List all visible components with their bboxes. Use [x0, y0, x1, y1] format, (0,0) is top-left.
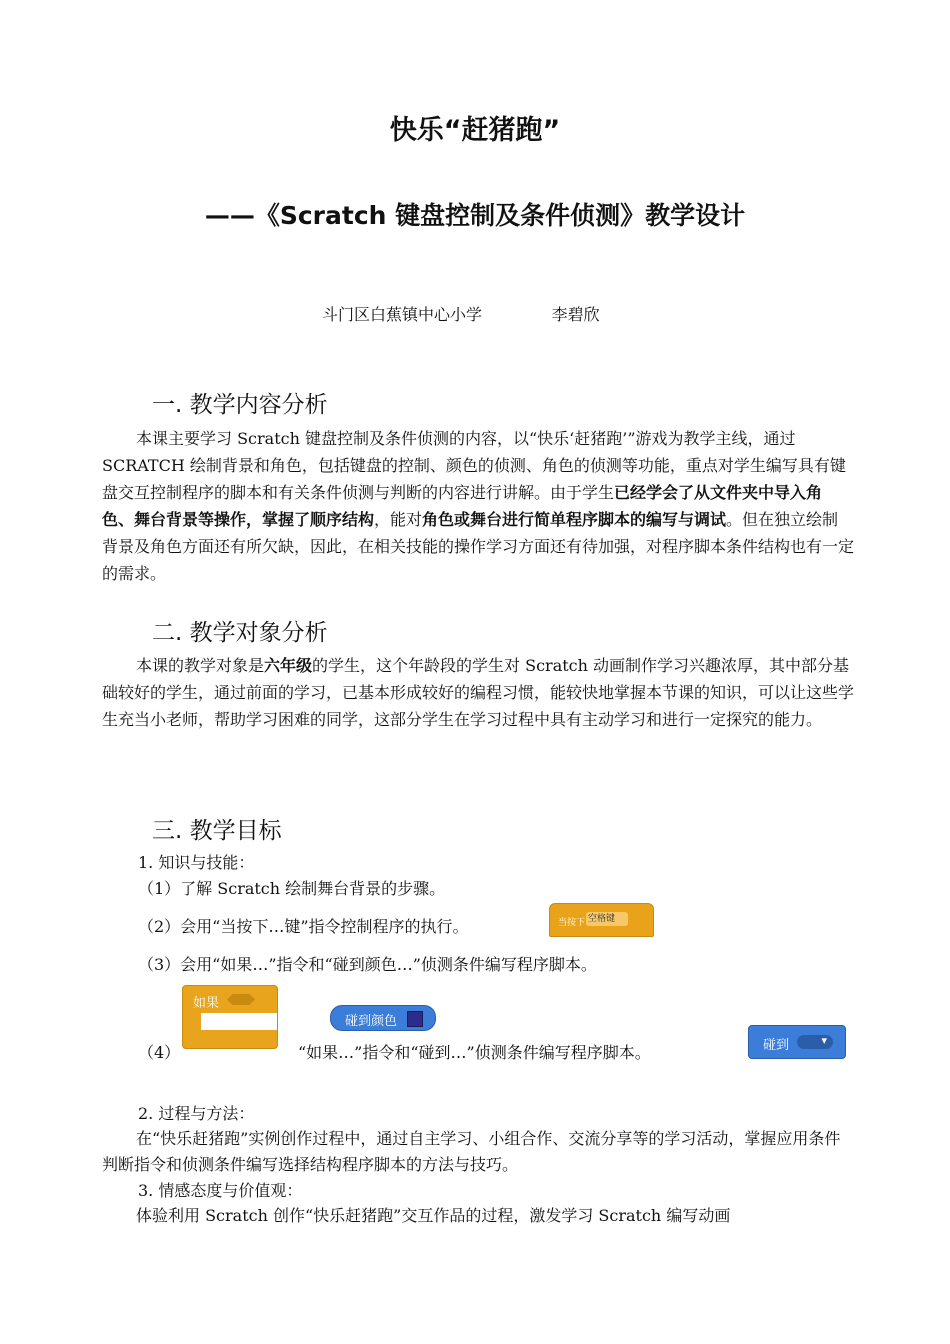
goal-item-4: “如果…”指令和“碰到…”侦测条件编写程序脚本。: [298, 1043, 651, 1062]
paragraph-text: 本课的教学对象是: [136, 656, 265, 675]
block-label: 如果: [193, 996, 220, 1011]
paragraph-bold: 角色或舞台进行简单程序脚本的编写与调试: [422, 510, 727, 529]
document-subtitle: ——《Scratch 键盘控制及条件侦测》教学设计: [204, 201, 746, 230]
author-name: 李碧欣: [551, 305, 600, 324]
goal-item-2: （2）会用“当按下…键”指令控制程序的执行。: [138, 917, 469, 936]
paragraph-attitude-values: [102, 1202, 854, 1229]
document-title: 快乐“赶猪跑”: [389, 115, 561, 146]
touching-color-block: [330, 1005, 436, 1031]
block-label: 当按下: [558, 918, 586, 928]
block-mouth: [201, 1013, 277, 1030]
section-heading-content-analysis: 一. 教学内容分析: [152, 392, 328, 418]
sprite-dropdown: [797, 1035, 833, 1049]
paragraph-bold: 六年级: [264, 656, 313, 675]
goal-item-3: （3）会用“如果…”指令和“碰到颜色…”侦测条件编写程序脚本。: [138, 955, 597, 974]
section-heading-audience-analysis: 二. 教学对象分析: [152, 620, 328, 646]
if-block: [182, 985, 278, 1049]
block-label: 碰到颜色: [345, 1014, 398, 1029]
paragraph-text: 的学生，这个年龄段的学生对 Scratch 动画制作学习兴趣浓厚，其中部分基础较好的学生，通过前面的学习，已基本形成较好的编程习惯，能较快地掌握本节课的知识，可以让这些学生充当小老师，帮助学习困难的同学，这部分学生在学习过程中具有主动学习和进行一定探究的能力。: [102, 656, 855, 729]
key-dropdown: 空格键: [586, 912, 628, 926]
section-heading-teaching-goals: 三. 教学目标: [152, 818, 282, 844]
knowledge-skills-title: 1. 知识与技能：: [138, 853, 255, 872]
condition-slot: [227, 994, 255, 1005]
paragraph-text: 在“快乐赶猪跑”实例创作过程中，通过自主学习、小组合作、交流分享等的学习活动，掌握应用条件判断指令和侦测条件编写选择结构程序脚本的方法与技巧。: [102, 1129, 841, 1174]
paragraph-text: 。但在独立绘制背景及角色方面还有所欠缺，因此，在相关技能的操作学习方面还有待加强，对程序脚本条件结构也有一定的需求。: [102, 510, 855, 583]
paragraph-process-method: [102, 1126, 854, 1178]
school-name: 斗门区白蕉镇中心小学: [322, 305, 483, 324]
paragraph-audience-analysis: [102, 652, 854, 733]
paragraph-text: 体验利用 Scratch 创作“快乐赶猪跑”交互作品的过程，激发学习 Scratch 编写动画: [136, 1206, 731, 1225]
paragraph-text: 本课主要学习 Scratch 键盘控制及条件侦测的内容，以“快乐‘赶猪跑’”游戏为教学主线，通过 SCRATCH 绘制背景和角色，包括键盘的控制、颜色的侦测、角色的侦测等功能，重点对学生编写具有键盘交互控制程序的脚本和有关条件侦测与判断的内容进行讲解。由于学生: [102, 429, 846, 502]
goal-item-1: （1）了解 Scratch 绘制舞台背景的步骤。: [138, 879, 446, 898]
touching-block: [748, 1025, 846, 1059]
when-key-pressed-block: [549, 903, 654, 937]
goal-item-4-number: （4）: [138, 1043, 181, 1062]
block-label: 碰到: [763, 1038, 790, 1053]
paragraph-bold: 已经学会了从文件夹中导入角色、舞台背景等操作，掌握了顺序结构: [102, 483, 823, 529]
attitude-values-title: 3. 情感态度与价值观：: [138, 1181, 303, 1200]
color-swatch: [407, 1011, 423, 1027]
paragraph-text: ，能对: [374, 510, 423, 529]
author-line: [322, 302, 660, 325]
process-method-title: 2. 过程与方法：: [138, 1104, 255, 1123]
paragraph-content-analysis: [102, 425, 854, 587]
